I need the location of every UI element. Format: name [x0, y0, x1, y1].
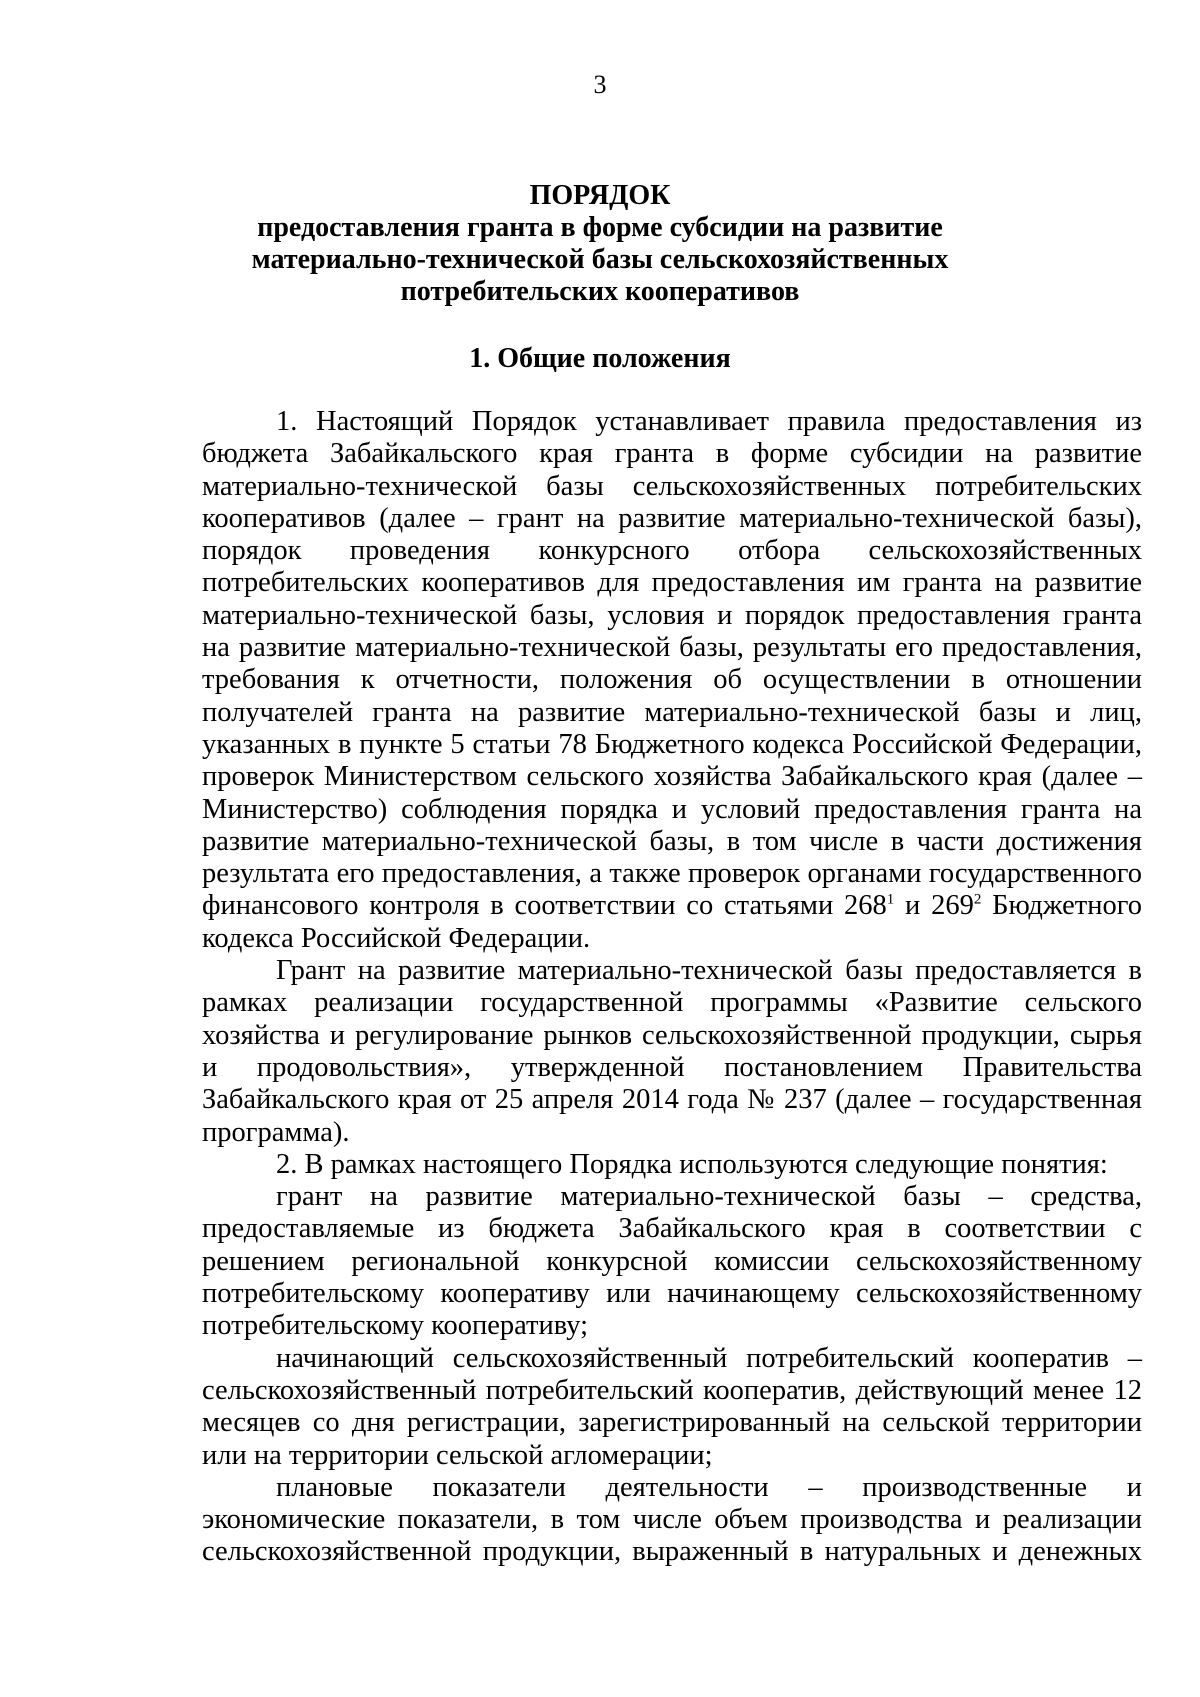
- section-heading: 1. Общие положения: [469, 343, 731, 374]
- paragraph-4: грант на развитие материально-технической базы – средства, предоставляемые из бюджета Забайкальского края в соответствии с решением региональной конкурсной комиссии сельскохозяйственному потребительскому кооперативу или начинающему сельскохозяйственному потребительскому кооперативу;: [202, 1181, 1142, 1342]
- paragraph-5: начинающий сельскохозяйственный потребительский кооператив – сельскохозяйственный потребительский кооператив, действующий менее 12 месяцев со дня регистрации, зарегистрированный на сельской территории или на территории сельской агломерации;: [202, 1342, 1142, 1471]
- paragraph-3: 2. В рамках настоящего Порядка используются следующие понятия:: [276, 1148, 1108, 1180]
- superscript-1: 1: [886, 891, 895, 908]
- paragraph-1: [202, 406, 1142, 955]
- paragraph-6: плановые показатели деятельности – производственные и экономические показатели, в том числе объем производства и реализации сельскохозяйственной продукции, выраженный в натуральных и денежных: [202, 1471, 1142, 1568]
- body-text: [202, 406, 1142, 1569]
- page-number: 3: [593, 70, 607, 99]
- paragraph-1-text-b: и 269: [894, 890, 974, 922]
- paragraph-1-text-c: Бюджетного кодекса Российской Федерации.: [202, 890, 1142, 954]
- document-title: [150, 180, 1050, 308]
- title-line-1: предоставления гранта в форме субсидии на развитие: [257, 212, 943, 243]
- title-heading: ПОРЯДОК: [529, 180, 671, 211]
- title-line-3: потребительских кооперативов: [400, 276, 800, 307]
- paragraph-2: Грант на развитие материально-технической базы предоставляется в рамках реализации государственной программы «Развитие сельского хозяйства и регулирование рынков сельскохозяйственной продукции, сырья и продовольствия», утвержденной постановлением Правительства Забайкальского края от 25 апреля 2014 года № 237 (далее – государственная программа).: [202, 955, 1142, 1148]
- paragraph-1-text-a: 1. Настоящий Порядок устанавливает правила предоставления из бюджета Забайкальского края гранта в форме субсидии на развитие материально-технической базы сельскохозяйственных потребительских кооперативов (далее – грант на развитие материально-технической базы), порядок проведения конкурсного отбора сельскохозяйственных потребительских кооперативов для предоставления им гранта на развитие материально-технической базы, условия и порядок предоставления гранта на развитие материально-технической базы, результаты его предоставления, требования к отчетности, положения об осуществлении в отношении получателей гранта на развитие материально-технической базы и лиц, указанных в пункте 5 статьи 78 Бюджетного кодекса Российской Федерации, проверок Министерством сельского хозяйства Забайкальского края (далее – Министерство) соблюдения порядка и условий предоставления гранта на развитие материально-технической базы, в том числе в части достижения результата его предоставления, а также проверок органами государственного финансового контроля в соответствии со статьями 268: [202, 406, 1142, 922]
- superscript-2: 2: [973, 891, 982, 908]
- title-line-2: материально-технической базы сельскохозяйственных: [251, 244, 949, 275]
